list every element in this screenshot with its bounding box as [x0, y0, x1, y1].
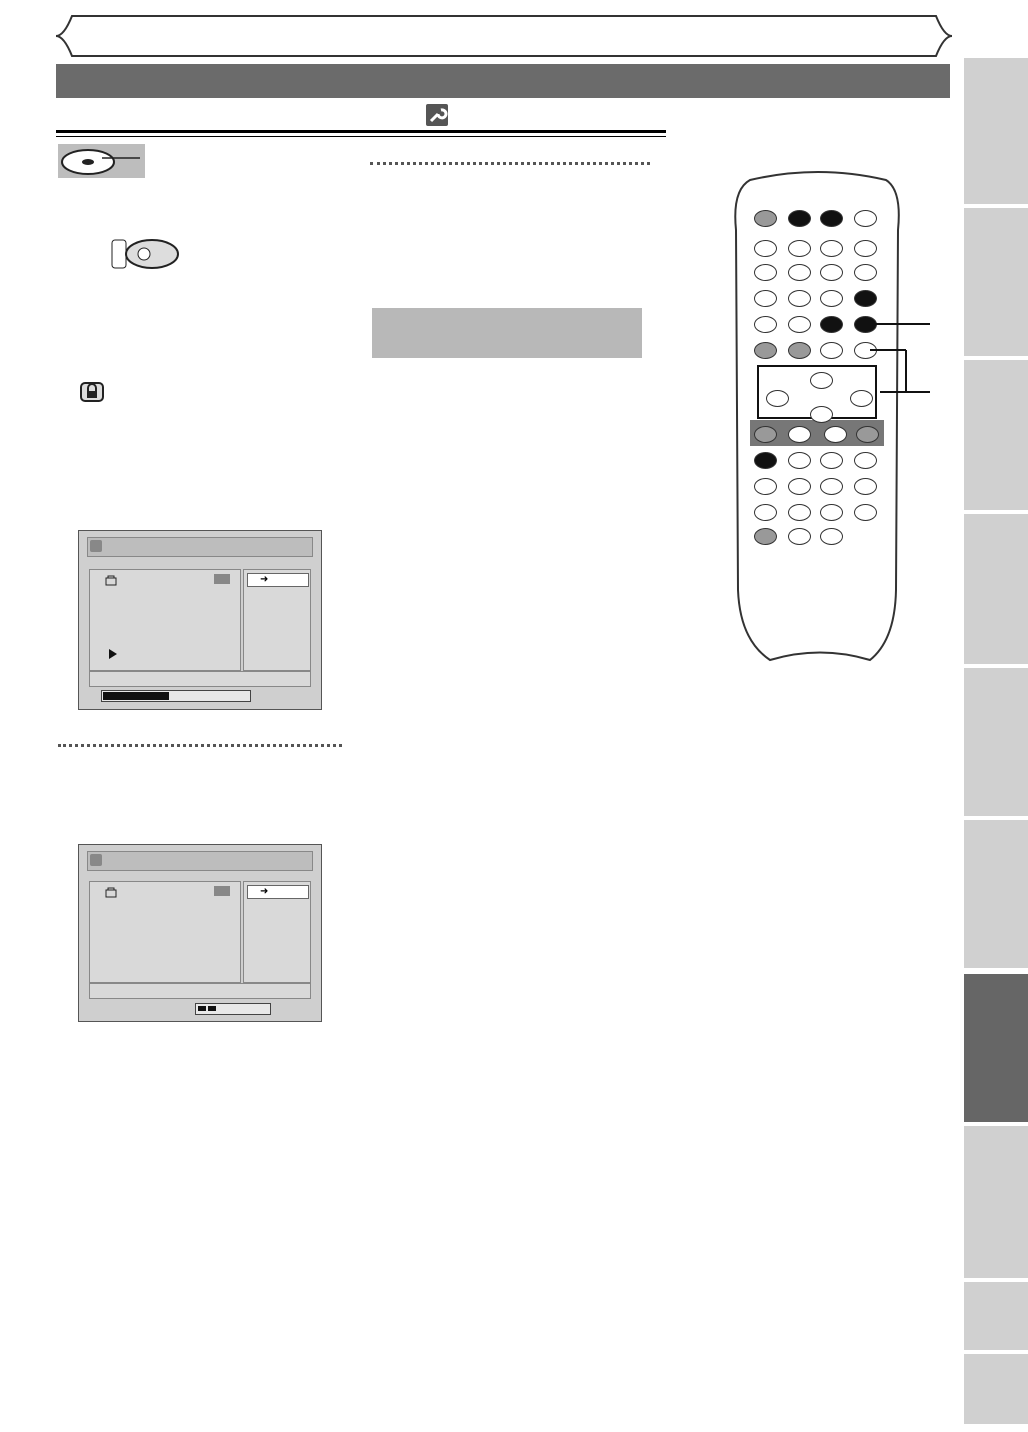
osd-title-strip: [87, 851, 313, 871]
remote-button[interactable]: [788, 528, 811, 545]
chapter-tab[interactable]: [964, 1282, 1028, 1350]
chapter-tab[interactable]: [964, 1354, 1028, 1424]
remote-button[interactable]: [788, 426, 811, 443]
callout-lines: [860, 310, 940, 400]
remote-button[interactable]: [854, 240, 877, 257]
lock-icon: [104, 574, 118, 586]
remote-button[interactable]: [754, 426, 777, 443]
progress-segment: [208, 1006, 216, 1011]
note-box: [372, 308, 642, 358]
heading-rule: [56, 130, 666, 133]
remote-button[interactable]: [820, 210, 843, 227]
remote-button[interactable]: [854, 264, 877, 281]
remote-button[interactable]: [754, 290, 777, 307]
status-box: [214, 574, 230, 584]
chapter-tab[interactable]: [964, 58, 1028, 204]
chapter-tab[interactable]: [964, 668, 1028, 816]
chapter-tab[interactable]: [964, 1126, 1028, 1278]
disc-icon: [90, 540, 102, 552]
remote-button[interactable]: [754, 210, 777, 227]
remote-button[interactable]: [788, 210, 811, 227]
remote-button[interactable]: [754, 528, 777, 545]
remote-button[interactable]: [854, 210, 877, 227]
selected-menu-item[interactable]: ➜: [247, 573, 309, 587]
remote-button[interactable]: [854, 478, 877, 495]
dvd-disc-icon: [110, 236, 190, 272]
osd-info-strip: [89, 671, 311, 687]
osd-main-panel: [89, 881, 241, 983]
chapter-tab[interactable]: [964, 208, 1028, 356]
section-header-bar: [56, 64, 950, 98]
remote-button[interactable]: [820, 290, 843, 307]
remote-button[interactable]: [754, 264, 777, 281]
progress-fill: [103, 692, 169, 700]
chapter-tab[interactable]: [964, 360, 1028, 510]
remote-button[interactable]: [754, 504, 777, 521]
remote-button[interactable]: [754, 452, 777, 469]
remote-button[interactable]: [754, 316, 777, 333]
wrench-icon: [426, 104, 448, 126]
remote-button[interactable]: [820, 528, 843, 545]
disc-badge: [58, 144, 145, 178]
remote-button[interactable]: [788, 342, 811, 359]
remote-button[interactable]: [754, 478, 777, 495]
remote-button[interactable]: [854, 504, 877, 521]
osd-side-menu: [243, 569, 311, 671]
osd-main-panel: [89, 569, 241, 671]
progress-segment: [198, 1006, 206, 1011]
osd-title-strip: [87, 537, 313, 557]
remote-button[interactable]: [754, 240, 777, 257]
remote-button[interactable]: [820, 316, 843, 333]
status-box: [214, 886, 230, 896]
remote-button[interactable]: [788, 240, 811, 257]
chapter-tab[interactable]: [964, 820, 1028, 968]
play-icon: [108, 648, 118, 660]
remote-button[interactable]: [788, 452, 811, 469]
dotted-divider: [370, 162, 650, 165]
disc-icon: [90, 854, 102, 866]
remote-button[interactable]: [820, 478, 843, 495]
arrow-down-button[interactable]: [810, 406, 833, 423]
osd-side-menu: [243, 881, 311, 983]
osd-screen-1: [78, 530, 322, 710]
disc-icon: [58, 144, 145, 178]
heading-rule-thin: [56, 136, 666, 137]
remote-button[interactable]: [788, 504, 811, 521]
remote-button[interactable]: [788, 264, 811, 281]
remote-button[interactable]: [788, 316, 811, 333]
remote-button[interactable]: [820, 452, 843, 469]
remote-button[interactable]: [788, 290, 811, 307]
osd-info-strip: [89, 983, 311, 999]
remote-button[interactable]: [820, 264, 843, 281]
progress-bar: [101, 690, 251, 702]
dotted-divider: [58, 744, 342, 747]
lock-icon: [78, 380, 108, 404]
remote-button[interactable]: [856, 426, 879, 443]
remote-button[interactable]: [854, 452, 877, 469]
remote-control: [730, 170, 905, 670]
chapter-tab[interactable]: [964, 514, 1028, 664]
remote-button[interactable]: [854, 290, 877, 307]
selected-menu-item[interactable]: ➜: [247, 885, 309, 899]
chapter-tab[interactable]: [964, 974, 1028, 1122]
remote-button[interactable]: [754, 342, 777, 359]
remote-button[interactable]: [820, 342, 843, 359]
remote-button[interactable]: [788, 478, 811, 495]
title-scroll-frame: [50, 12, 958, 60]
osd-screen-2: [78, 844, 322, 1022]
remote-button[interactable]: [820, 504, 843, 521]
remote-button[interactable]: [824, 426, 847, 443]
arrow-up-button[interactable]: [810, 372, 833, 389]
remote-button[interactable]: [820, 240, 843, 257]
lock-icon: [104, 886, 118, 898]
arrow-left-button[interactable]: [766, 390, 789, 407]
progress-bar: [195, 1003, 271, 1015]
